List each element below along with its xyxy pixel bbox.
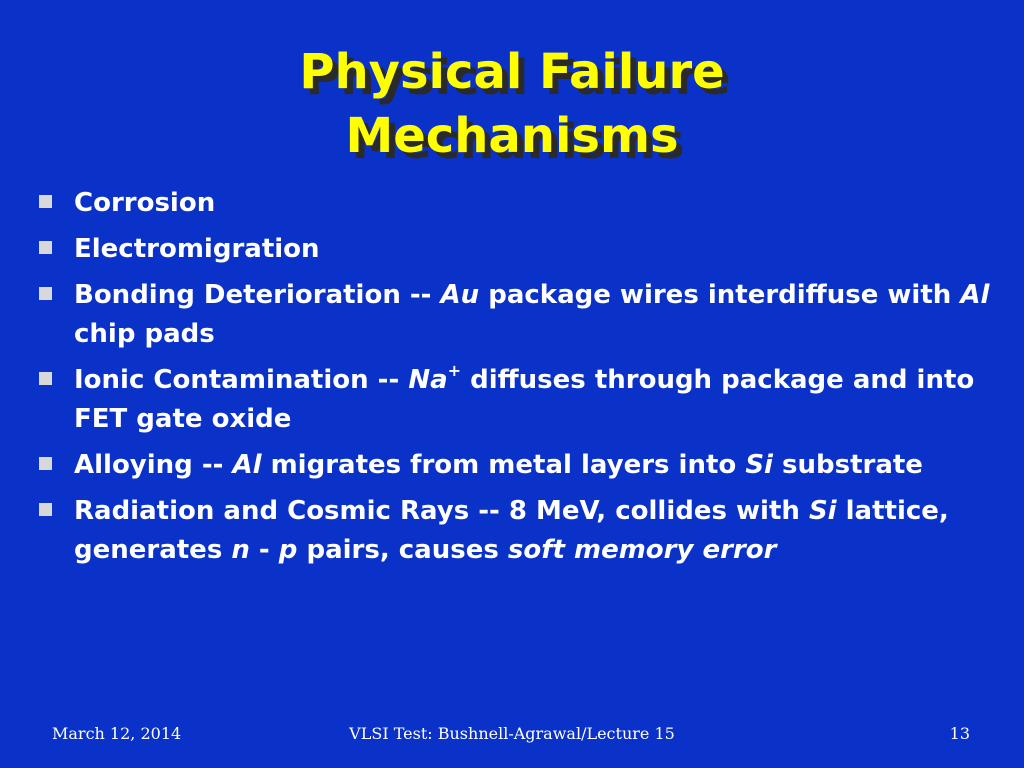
bullet-text-part: substrate <box>772 450 923 480</box>
bullet-text: Corrosion <box>74 188 216 218</box>
bullet-alloying <box>36 446 996 485</box>
bullet-italic-term: Si <box>745 450 773 480</box>
square-bullet-icon <box>39 372 52 385</box>
footer-page-number: 13 <box>949 724 970 743</box>
title-line-2: Mechanisms <box>345 108 679 164</box>
bullet-italic-term: n <box>231 535 250 565</box>
bullet-italic-term: Al <box>960 280 990 310</box>
bullet-text-part: package wires interdiffuse with <box>479 280 961 310</box>
bullet-italic-term: Au <box>440 280 480 310</box>
bullet-electromigration <box>36 230 996 269</box>
bullet-radiation <box>36 492 996 570</box>
bullet-text-part: - <box>249 535 279 565</box>
slide-title <box>0 40 1024 168</box>
title-line-1: Physical Failure <box>299 44 725 100</box>
bullet-bonding-deterioration <box>36 276 996 354</box>
footer-course-title: VLSI Test: Bushnell-Agrawal/Lecture 15 <box>349 724 675 743</box>
bullet-ionic-contamination <box>36 361 996 439</box>
bullet-corrosion <box>36 184 996 223</box>
square-bullet-icon <box>39 503 52 516</box>
bullet-italic-term: Na <box>408 365 448 395</box>
bullet-text-part: lattice, generates <box>74 496 949 565</box>
square-bullet-icon <box>39 457 52 470</box>
bullet-text-part: Bonding Deterioration -- <box>74 280 441 310</box>
bullet-text-part: Radiation and Cosmic Rays -- 8 MeV, collides with <box>74 496 809 526</box>
bullet-text: Electromigration <box>74 234 320 264</box>
bullet-text-part: Alloying -- <box>74 450 233 480</box>
square-bullet-icon <box>39 241 52 254</box>
bullet-text-part: chip pads <box>74 319 215 349</box>
bullet-list <box>36 184 996 577</box>
footer-date: March 12, 2014 <box>52 724 182 743</box>
bullet-italic-term: Si <box>808 496 837 526</box>
square-bullet-icon <box>39 195 52 208</box>
bullet-text-part: pairs, causes <box>297 535 508 565</box>
square-bullet-icon <box>39 287 52 300</box>
bullet-text-part: diffuses through package and into FET gate oxide <box>74 365 975 434</box>
bullet-superscript: + <box>447 361 462 380</box>
bullet-text-part: Ionic Contamination -- <box>74 365 409 395</box>
bullet-text-part: migrates from metal layers into <box>261 450 746 480</box>
bullet-italic-term: soft memory error <box>507 535 777 565</box>
bullet-italic-term: Al <box>232 450 262 480</box>
bullet-italic-term: p <box>278 535 298 565</box>
